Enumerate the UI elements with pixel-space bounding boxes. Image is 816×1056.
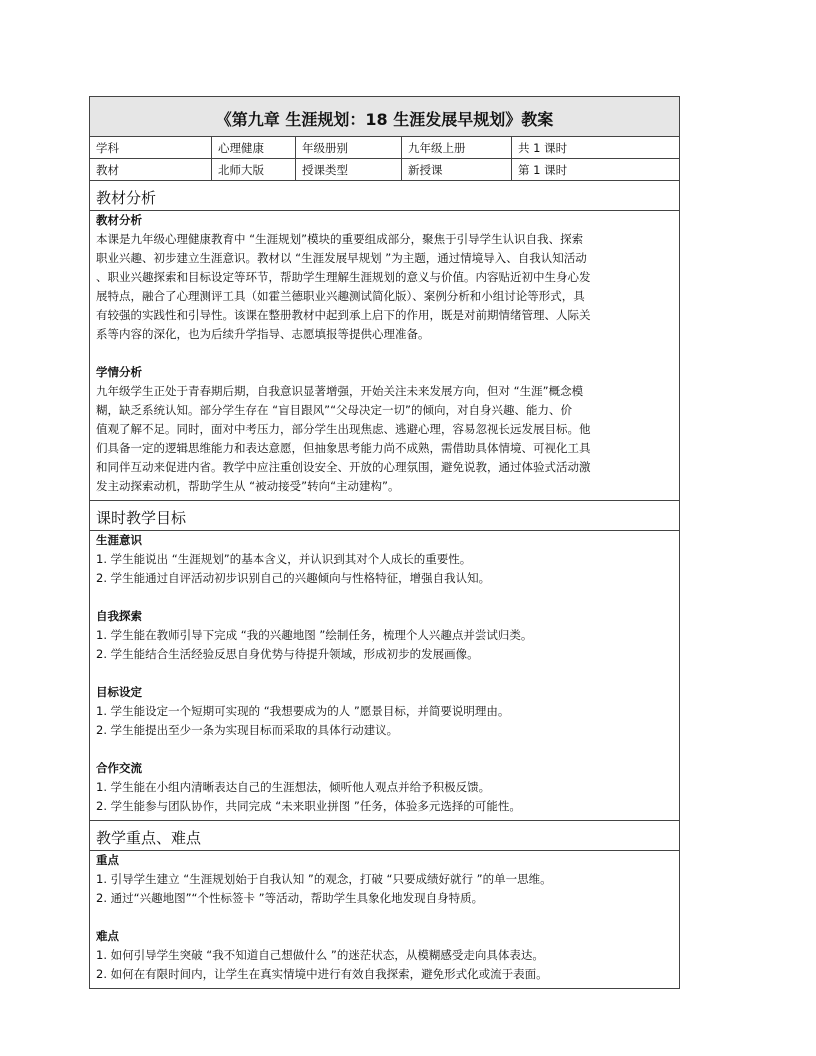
label-textbook: 教材 [90, 159, 212, 181]
list-item: 2. 通过“兴趣地图”“个性标签卡 ”等活动，帮助学生具象化地发现自身特质。 [96, 891, 484, 905]
value-grade: 九年级上册 [402, 137, 512, 159]
para-line: 们具备一定的逻辑思维能力和表达意愿，但抽象思考能力尚不成熟，需借助具体情境、可视化工具 [96, 441, 591, 455]
section-body-analysis [90, 211, 680, 501]
subheading-objective: 生涯意识 [96, 533, 142, 547]
subheading-student-analysis: 学情分析 [96, 365, 142, 379]
para-line: 和同伴互动来促进内省。教学中应注重创设安全、开放的心理氛围，避免说教，通过体验式活动激 [96, 460, 591, 474]
label-subject: 学科 [90, 137, 212, 159]
list-item: 1. 学生能在小组内清晰表达自己的生涯想法，倾听他人观点并给予积极反馈。 [96, 780, 491, 794]
para-line: 九年级学生正处于青春期后期，自我意识显著增强，开始关注未来发展方向，但对 “生涯”概念模 [96, 384, 584, 398]
meta-row-1 [90, 137, 680, 159]
para-line: 本课是九年级心理健康教育中 “生涯规划”模块的重要组成部分，聚焦于引导学生认识自我、探索 [96, 232, 584, 246]
lesson-plan-table [89, 96, 680, 989]
list-item: 1. 学生能设定一个短期可实现的 “我想要成为的人 ”愿景目标，并简要说明理由。 [96, 704, 510, 718]
list-item: 2. 学生能通过自评活动初步识别自己的兴趣倾向与性格特征，增强自我认知。 [96, 571, 491, 585]
para-line: 糊，缺乏系统认知。部分学生存在 “盲目跟风”“父母决定一切”的倾向，对自身兴趣、能力、价 [96, 403, 572, 417]
para-line: 有较强的实践性和引导性。该课在整册教材中起到承上启下的作用，既是对前期情绪管理、人际关 [96, 308, 591, 322]
label-grade: 年级册别 [296, 137, 402, 159]
section-body-objectives [90, 531, 680, 821]
value-lesson-type: 新授课 [402, 159, 512, 181]
document-title: 《第九章 生涯规划：18 生涯发展早规划》教案 [90, 97, 680, 137]
section-heading-objectives: 课时教学目标 [90, 501, 680, 531]
list-item: 1. 学生能说出 “生涯规划”的基本含义，并认识到其对个人成长的重要性。 [96, 552, 472, 566]
value-textbook: 北师大版 [212, 159, 296, 181]
subheading-objective: 目标设定 [96, 685, 142, 699]
value-subject: 心理健康 [212, 137, 296, 159]
list-item: 1. 学生能在教师引导下完成 “我的兴趣地图 ”绘制任务，梳理个人兴趣点并尝试归类。 [96, 628, 533, 642]
list-item: 2. 如何在有限时间内，让学生在真实情境中进行有效自我探索，避免形式化或流于表面。 [96, 967, 548, 981]
section-heading-analysis: 教材分析 [90, 181, 680, 211]
list-item: 1. 如何引导学生突破 “我不知道自己想做什么 ”的迷茫状态，从模糊感受走向具体表达。 [96, 948, 544, 962]
list-item: 2. 学生能提出至少一条为实现目标而采取的具体行动建议。 [96, 723, 399, 737]
para-line: 系等内容的深化，也为后续升学指导、志愿填报等提供心理准备。 [96, 327, 430, 341]
lesson-plan-page [89, 96, 679, 989]
para-line: 职业兴趣、初步建立生涯意识。教材以 “生涯发展早规划 ”为主题，通过情境导入、自我认知活动 [96, 251, 587, 265]
section-heading-key-points: 教学重点、难点 [90, 821, 680, 851]
section-body-key-points [90, 851, 680, 989]
para-line: 展特点，融合了心理测评工具（如霍兰德职业兴趣测试简化版）、案例分析和小组讨论等形式，具 [96, 289, 585, 303]
para-line: 值观了解不足。同时，面对中考压力，部分学生出现焦虑、逃避心理，容易忽视长远发展目标。他 [96, 422, 591, 436]
list-item: 2. 学生能参与团队协作，共同完成 “未来职业拼图 ”任务，体验多元选择的可能性。 [96, 799, 521, 813]
para-line: 发主动探索动机，帮助学生从 “被动接受”转向“主动建构”。 [96, 479, 400, 493]
subheading-objective: 合作交流 [96, 761, 142, 775]
label-lesson-type: 授课类型 [296, 159, 402, 181]
subheading-textbook-analysis: 教材分析 [96, 213, 142, 227]
subheading-difficulty: 难点 [96, 929, 119, 943]
list-item: 2. 学生能结合生活经验反思自身优势与待提升领域，形成初步的发展画像。 [96, 647, 479, 661]
meta-row-2 [90, 159, 680, 181]
para-line: 、职业兴趣探索和目标设定等环节，帮助学生理解生涯规划的意义与价值。内容贴近初中生身心发 [96, 270, 591, 284]
list-item: 1. 引导学生建立 “生涯规划始于自我认知 ”的观念，打破 “只要成绩好就行 ”的单一思维。 [96, 872, 552, 886]
subheading-key-point: 重点 [96, 853, 119, 867]
value-lesson-number: 第 1 课时 [512, 159, 680, 181]
value-total-hours: 共 1 课时 [512, 137, 680, 159]
subheading-objective: 自我探索 [96, 609, 142, 623]
